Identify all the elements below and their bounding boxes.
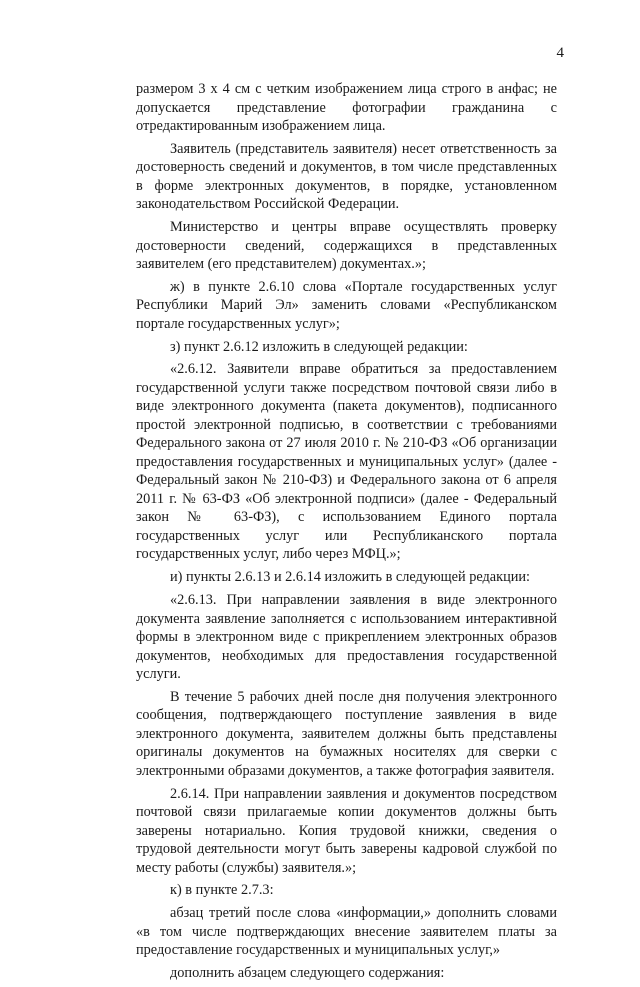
paragraph-item-i: и) пункты 2.6.13 и 2.6.14 изложить в следующей редакции:: [170, 569, 531, 586]
paragraph-clause-2-6-12: «2.6.12. Заявители вправе обратиться за предоставлением государственной услуги также посредством почтовой связи либо в виде электронного документа (пакета документов), подписанного простой электронной подписью, в соответствии с требованиями Федерального закона от 27 июля 2010 г. № 210-ФЗ «Об организации предоставления государственных и муниципальных услуг» (далее - Федеральный закон № 210-ФЗ) и Федерального закона от 6 апреля 2011 г. № 63-ФЗ «Об электронной подписи» (далее - Федеральный закон № 63-ФЗ), с использованием Единого портала государственных услуг или Республиканского портала государственных услуг, либо через МФЦ.»;: [136, 361, 557, 563]
paragraph-applicant-responsibility: Заявитель (представитель заявителя) несет ответственность за достоверность сведений и документов, в том числе представленных в форме электронных документов, в порядке, установленном законодательством Российской Федерации.: [136, 140, 557, 213]
page-number: 4: [556, 45, 564, 61]
paragraph-item-k: к) в пункте 2.7.3:: [170, 882, 274, 899]
paragraph-five-working-days: В течение 5 рабочих дней после дня получения электронного сообщения, подтверждающего поступление заявления в виде электронного документа, заявителем должны быть представлены оригиналы документов на бумажных носителях для сверки с электронными образами документов, а также фотография заявителя.: [136, 688, 557, 779]
paragraph-item-zh: ж) в пункте 2.6.10 слова «Портале государственных услуг Республики Марий Эл» заменить словами «Республиканском портале государственных услуг»;: [136, 278, 557, 332]
paragraph-clause-2-6-14: 2.6.14. При направлении заявления и документов посредством почтовой связи прилагаемые копии документов должны быть заверены нотариально. Копия трудовой книжки, сведения о трудовой деятельности могут быть заверены кадровой службой по месту работы (службы) заявителя.»;: [136, 785, 557, 876]
paragraph-photo-requirements: размером 3 х 4 см с четким изображением лица строго в анфас; не допускается представление фотографии гражданина с отредактированным изображением лица.: [136, 81, 557, 134]
paragraph-third-subparagraph: абзац третий после слова «информации,» дополнить словами «в том числе подтверждающих внесение заявителем платы за предоставление государственных и муниципальных услуг,»: [136, 905, 557, 959]
paragraph-item-z: з) пункт 2.6.12 изложить в следующей редакции:: [170, 338, 468, 355]
paragraph-clause-2-6-13: «2.6.13. При направлении заявления в виде электронного документа заявление заполняется с использованием интерактивной формы в электронном виде с прикреплением электронных образов документов, необходимых для предоставления государственной услуги.: [136, 592, 557, 683]
paragraph-ministry-verification: Министерство и центры вправе осуществлять проверку достоверности сведений, содержащихся в представленных заявителем (его представителем) документах.»;: [136, 219, 557, 273]
document-body: [136, 80, 557, 987]
paragraph-add-subparagraph: дополнить абзацем следующего содержания:: [170, 965, 445, 982]
